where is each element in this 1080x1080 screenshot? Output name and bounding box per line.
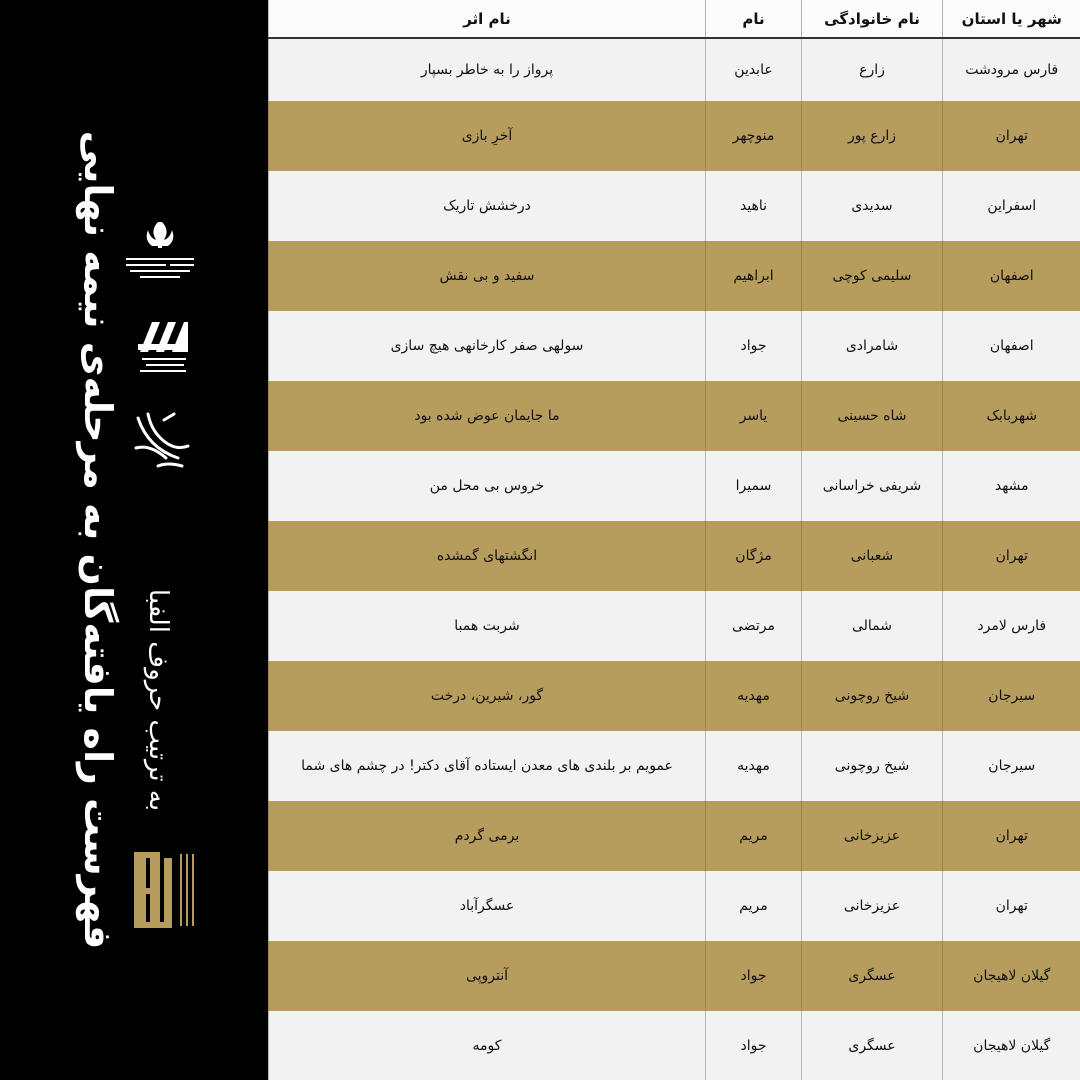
cell-city: گیلان لاهیجان	[943, 1011, 1080, 1080]
cell-name: یاسر	[706, 381, 802, 451]
cell-city: مشهد	[943, 451, 1080, 521]
cell-name: ناهید	[706, 171, 802, 241]
cell-city: تهران	[943, 101, 1080, 171]
table-row	[269, 38, 1080, 101]
cell-city: تهران	[943, 871, 1080, 941]
cell-name: جواد	[706, 941, 802, 1011]
cell-family: زارع	[802, 38, 943, 101]
cell-name: جواد	[706, 311, 802, 381]
cell-family: شامرادی	[802, 311, 943, 381]
cell-city: اصفهان	[943, 241, 1080, 311]
header-work: نام اثر	[269, 0, 706, 38]
table-row	[269, 661, 1080, 731]
cell-family: شمالی	[802, 591, 943, 661]
cell-name: مرتضی	[706, 591, 802, 661]
cell-work: کومه	[269, 1011, 706, 1080]
cell-name: عابدین	[706, 38, 802, 101]
cell-city: شهربابک	[943, 381, 1080, 451]
table-body	[269, 38, 1080, 1080]
cell-name: مژگان	[706, 521, 802, 591]
table-row	[269, 171, 1080, 241]
header-city: شهر یا استان	[943, 0, 1080, 38]
cell-work: عمویم بر بلندی های معدن ایستاده آقای دکتر! در چشم های شما	[269, 731, 706, 801]
header-name: نام	[706, 0, 802, 38]
table-row	[269, 871, 1080, 941]
cell-family: زارع پور	[802, 101, 943, 171]
table-row	[269, 731, 1080, 801]
cell-work: سولهی صفر کارخانهی هیچ سازی	[269, 311, 706, 381]
cell-city: اصفهان	[943, 311, 1080, 381]
cell-family: سدیدی	[802, 171, 943, 241]
cell-city: اسفراین	[943, 171, 1080, 241]
table-row	[269, 311, 1080, 381]
cell-name: مریم	[706, 801, 802, 871]
iran-emblem-icon	[120, 218, 200, 290]
cell-work: ما جایمان عوض شده بود	[269, 381, 706, 451]
cell-name: مهدیه	[706, 731, 802, 801]
festival-logo-icon	[130, 848, 206, 932]
cell-city: تهران	[943, 801, 1080, 871]
cell-work: خروس بی محل من	[269, 451, 706, 521]
cell-family: شیخ روچونی	[802, 731, 943, 801]
cell-city: فارس مرودشت	[943, 38, 1080, 101]
cell-family: عسگری	[802, 1011, 943, 1080]
cell-name: منوچهر	[706, 101, 802, 171]
cell-work: درخشش تاریک	[269, 171, 706, 241]
company-logo-icon	[132, 318, 192, 380]
cell-family: شیخ روچونی	[802, 661, 943, 731]
cell-family: شاه حسینی	[802, 381, 943, 451]
table-row	[269, 941, 1080, 1011]
results-table-area	[268, 0, 1080, 1080]
table-header-row	[269, 0, 1080, 38]
cell-name: مریم	[706, 871, 802, 941]
table-row	[269, 241, 1080, 311]
table-row	[269, 591, 1080, 661]
cell-work: شربت همبا	[269, 591, 706, 661]
header-family: نام خانوادگی	[802, 0, 943, 38]
cell-work: عسگرآباد	[269, 871, 706, 941]
cell-name: جواد	[706, 1011, 802, 1080]
cell-work: پرواز را به خاطر بسپار	[269, 38, 706, 101]
cell-city: سیرجان	[943, 731, 1080, 801]
cell-work: انگشتهای گمشده	[269, 521, 706, 591]
cell-city: فارس لامرد	[943, 591, 1080, 661]
sidebar	[0, 0, 268, 1080]
table-row	[269, 1011, 1080, 1080]
calligraphy-logo-icon	[128, 408, 198, 474]
cell-work: گور، شیرین، درخت	[269, 661, 706, 731]
cell-family: شعبانی	[802, 521, 943, 591]
page-subtitle: به ترتیب حروف الفبا	[143, 588, 173, 812]
cell-work: آنتروپی	[269, 941, 706, 1011]
cell-city: گیلان لاهیجان	[943, 941, 1080, 1011]
cell-family: عزیزخانی	[802, 871, 943, 941]
cell-name: ابراهیم	[706, 241, 802, 311]
page-title: فهرست راه یافته‌گان به مرحله‌ی نیمه نهایی	[76, 130, 120, 950]
cell-name: مهدیه	[706, 661, 802, 731]
cell-family: عزیزخانی	[802, 801, 943, 871]
cell-family: عسگری	[802, 941, 943, 1011]
cell-work: برمی گردم	[269, 801, 706, 871]
table-row	[269, 451, 1080, 521]
table-row	[269, 521, 1080, 591]
cell-family: شریفی خراسانی	[802, 451, 943, 521]
results-table	[268, 0, 1080, 1080]
cell-city: سیرجان	[943, 661, 1080, 731]
cell-work: سفید و بی نقش	[269, 241, 706, 311]
table-row	[269, 801, 1080, 871]
table-row	[269, 381, 1080, 451]
table-row	[269, 101, 1080, 171]
cell-work: آخرِ بازی	[269, 101, 706, 171]
cell-city: تهران	[943, 521, 1080, 591]
cell-family: سلیمی کوچی	[802, 241, 943, 311]
cell-name: سمیرا	[706, 451, 802, 521]
